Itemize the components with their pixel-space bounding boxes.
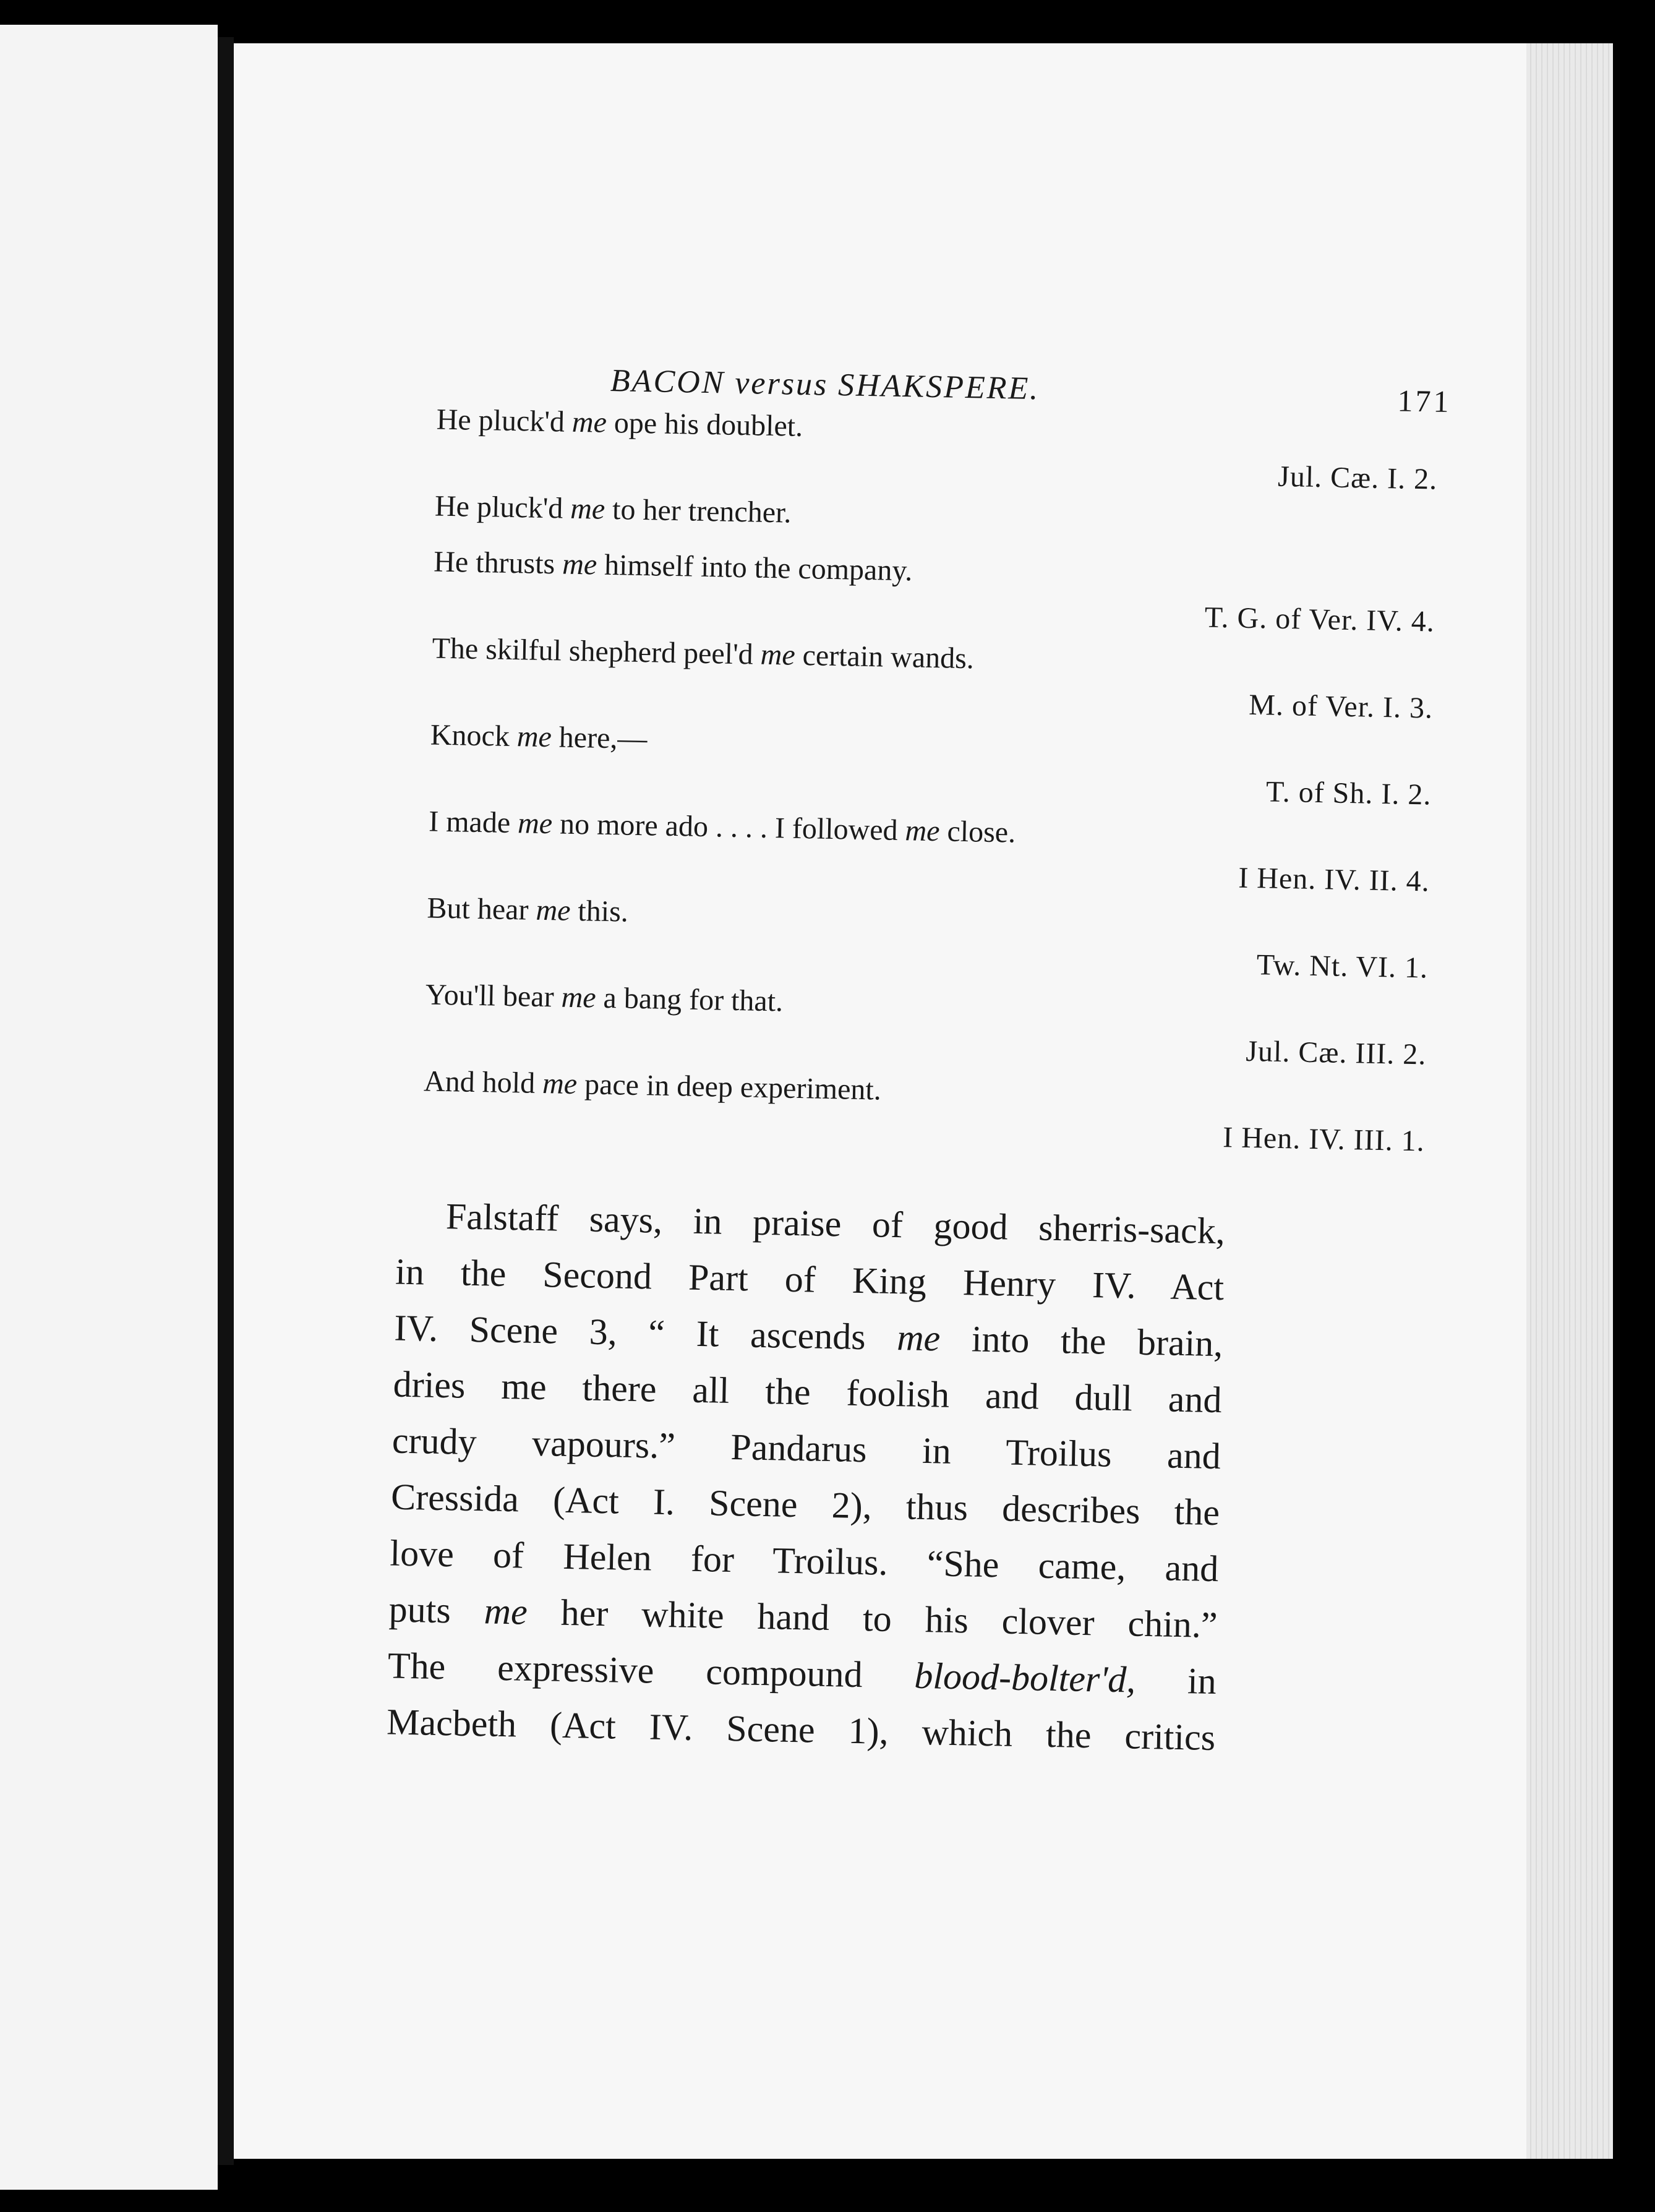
quotation-reference: M. of Ver. I. 3. — [1248, 688, 1434, 725]
running-head: BACON versus SHAKSPERE. — [610, 362, 1040, 407]
quotation-list — [404, 402, 1457, 1170]
quotation-reference: T. of Sh. I. 2. — [1265, 775, 1432, 812]
body-paragraph — [386, 1188, 1442, 1770]
quotation-text: He pluck'd me ope his doublet. — [436, 403, 803, 443]
body-line: dries me there all the foolish and dull and — [393, 1363, 1223, 1421]
body-line: crudy vapours.” Pandarus in Troilus and — [391, 1420, 1221, 1477]
quotation-text: He pluck'd me to her trencher. — [434, 489, 792, 529]
quotation-text: And hold me pace in deep experiment. — [423, 1065, 882, 1107]
body-line: Cressida (Act I. Scene 2), thus describes the — [390, 1476, 1220, 1533]
quotation-text: But hear me this. — [427, 891, 629, 928]
body-line: love of Helen for Troilus. “She came, and — [389, 1532, 1219, 1590]
quotation-text: You'll bear me a bang for that. — [425, 978, 784, 1018]
quotation-text: He thrusts me himself into the company. — [433, 545, 913, 588]
page-content — [386, 346, 1458, 1770]
left-page — [0, 25, 218, 2190]
quotation-reference: Jul. Cæ. III. 2. — [1245, 1034, 1427, 1071]
quotation-text: The skilful shepherd peel'd me certain wands. — [432, 632, 975, 675]
right-page — [234, 43, 1613, 2159]
quotation-reference: I Hen. IV. III. 1. — [1222, 1121, 1426, 1158]
body-line: Falstaff says, in praise of good sherris-sack, — [445, 1196, 1226, 1252]
body-line: puts me her white hand to his clover chin.” — [388, 1588, 1218, 1646]
page-edges — [1526, 43, 1613, 2159]
quotation-reference: T. G. of Ver. IV. 4. — [1204, 601, 1435, 638]
quotation-reference: Jul. Cæ. I. 2. — [1277, 460, 1438, 496]
body-line: in the Second Part of King Henry IV. Act — [395, 1251, 1225, 1308]
page-number: 171 — [1397, 383, 1452, 419]
body-line: The expressive compound blood-bolter'd, in — [387, 1645, 1217, 1702]
quotation-text: I made me no more ado . . . . I followed me close. — [428, 805, 1016, 849]
quotation-reference: I Hen. IV. II. 4. — [1238, 861, 1430, 898]
body-line: IV. Scene 3, “ It ascends me into the brain, — [393, 1307, 1223, 1365]
body-line: Macbeth (Act IV. Scene 1), which the critics — [386, 1701, 1216, 1759]
quotation-text: Knock me here,— — [430, 718, 648, 756]
book-spine — [218, 37, 234, 2165]
quotation-reference: Tw. Nt. VI. 1. — [1256, 948, 1429, 985]
